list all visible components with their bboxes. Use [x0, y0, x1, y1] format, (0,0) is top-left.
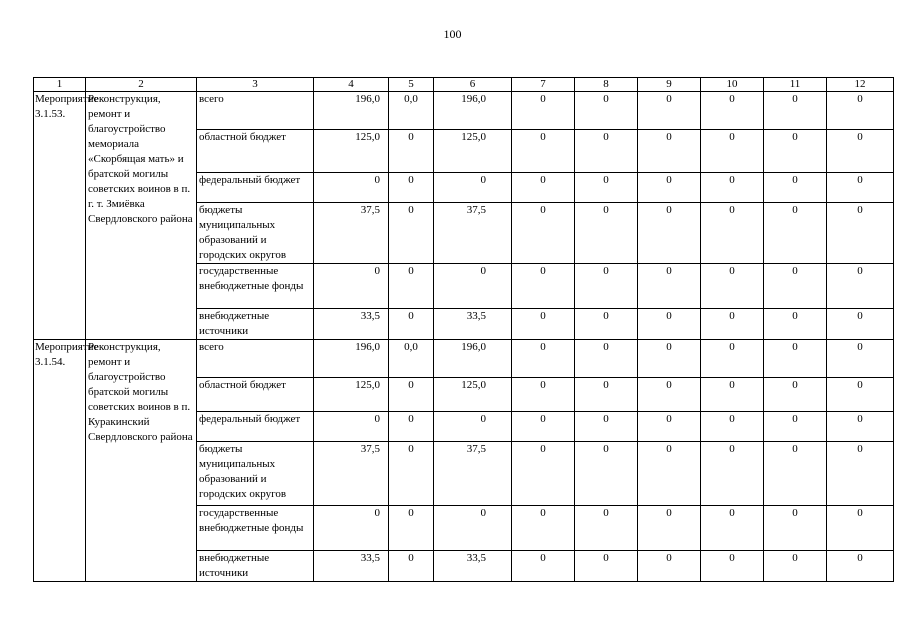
value-cell: 33,5 [314, 309, 389, 340]
value-cell: 0 [512, 378, 575, 412]
value-cell: 0 [827, 551, 894, 582]
value-cell: 0 [638, 203, 701, 264]
measure-id: Мероприятие 3.1.53. [34, 92, 86, 340]
value-cell: 0 [764, 551, 827, 582]
value-cell: 33,5 [434, 309, 512, 340]
value-cell: 0 [575, 130, 638, 173]
value-cell: 0 [638, 378, 701, 412]
value-cell: 0 [827, 92, 894, 130]
value-cell: 0 [638, 442, 701, 506]
table-row [34, 340, 894, 378]
funding-source: федеральный бюджет [197, 173, 314, 203]
value-cell: 0 [389, 412, 434, 442]
value-cell: 196,0 [434, 340, 512, 378]
funding-source: бюджеты муниципальных образований и городских округов [197, 442, 314, 506]
value-cell: 0 [575, 203, 638, 264]
value-cell: 0 [314, 173, 389, 203]
value-cell: 33,5 [434, 551, 512, 582]
value-cell: 0 [389, 203, 434, 264]
funding-source: областной бюджет [197, 130, 314, 173]
value-cell: 37,5 [314, 203, 389, 264]
column-header: 5 [389, 78, 434, 92]
value-cell: 196,0 [314, 340, 389, 378]
value-cell: 0 [389, 551, 434, 582]
measure-name: Реконструкция, ремонт и благоустройство братской могилы советских воинов в п. Куракинский Свердловского района [86, 340, 197, 582]
funding-source: всего [197, 340, 314, 378]
value-cell: 0 [701, 442, 764, 506]
funding-source: внебюджетные источники [197, 309, 314, 340]
value-cell: 0 [512, 412, 575, 442]
value-cell: 33,5 [314, 551, 389, 582]
value-cell: 0 [638, 309, 701, 340]
value-cell: 0 [764, 340, 827, 378]
column-header: 10 [701, 78, 764, 92]
value-cell: 125,0 [314, 130, 389, 173]
column-header: 8 [575, 78, 638, 92]
value-cell: 0 [638, 92, 701, 130]
value-cell: 0 [638, 551, 701, 582]
measure-id: Мероприятие 3.1.54. [34, 340, 86, 582]
value-cell: 0 [434, 173, 512, 203]
value-cell: 0 [512, 506, 575, 551]
column-header: 11 [764, 78, 827, 92]
value-cell: 0 [575, 551, 638, 582]
value-cell: 0 [434, 506, 512, 551]
value-cell: 0 [764, 412, 827, 442]
value-cell: 0 [764, 173, 827, 203]
value-cell: 0 [512, 203, 575, 264]
value-cell: 0,0 [389, 340, 434, 378]
value-cell: 0 [575, 92, 638, 130]
value-cell: 0 [575, 173, 638, 203]
value-cell: 0,0 [389, 92, 434, 130]
value-cell: 0 [701, 412, 764, 442]
value-cell: 0 [434, 412, 512, 442]
value-cell: 125,0 [434, 130, 512, 173]
table-row [34, 92, 894, 130]
value-cell: 0 [575, 340, 638, 378]
value-cell: 0 [764, 203, 827, 264]
column-header: 1 [34, 78, 86, 92]
value-cell: 0 [827, 309, 894, 340]
value-cell: 0 [827, 340, 894, 378]
value-cell: 0 [701, 264, 764, 309]
page-number: 100 [443, 27, 462, 41]
value-cell: 0 [314, 506, 389, 551]
value-cell: 0 [575, 264, 638, 309]
value-cell: 0 [638, 130, 701, 173]
value-cell: 0 [701, 130, 764, 173]
value-cell: 0 [701, 309, 764, 340]
funding-source: бюджеты муниципальных образований и городских округов [197, 203, 314, 264]
funding-source: внебюджетные источники [197, 551, 314, 582]
funding-source: областной бюджет [197, 378, 314, 412]
column-header: 12 [827, 78, 894, 92]
value-cell: 0 [389, 130, 434, 173]
column-header: 7 [512, 78, 575, 92]
value-cell: 0 [638, 173, 701, 203]
measure-name: Реконструкция, ремонт и благоустройство мемориала «Скорбящая мать» и братской могилы советских воинов в п. г. т. Змиёвка Свердловского района [86, 92, 197, 340]
column-header: 2 [86, 78, 197, 92]
value-cell: 0 [764, 264, 827, 309]
value-cell: 0 [701, 378, 764, 412]
value-cell: 0 [764, 378, 827, 412]
value-cell: 0 [827, 130, 894, 173]
value-cell: 0 [575, 412, 638, 442]
value-cell: 0 [314, 412, 389, 442]
value-cell: 0 [575, 506, 638, 551]
value-cell: 0 [389, 173, 434, 203]
value-cell: 0 [701, 92, 764, 130]
value-cell: 0 [638, 340, 701, 378]
value-cell: 0 [512, 130, 575, 173]
budget-table [33, 77, 894, 582]
value-cell: 0 [512, 92, 575, 130]
value-cell: 0 [575, 309, 638, 340]
funding-source: федеральный бюджет [197, 412, 314, 442]
value-cell: 0 [701, 506, 764, 551]
value-cell: 0 [575, 378, 638, 412]
value-cell: 0 [389, 378, 434, 412]
value-cell: 196,0 [314, 92, 389, 130]
value-cell: 0 [827, 203, 894, 264]
value-cell: 0 [827, 506, 894, 551]
column-header: 4 [314, 78, 389, 92]
funding-source: всего [197, 92, 314, 130]
value-cell: 37,5 [434, 203, 512, 264]
value-cell: 0 [701, 340, 764, 378]
column-header: 3 [197, 78, 314, 92]
value-cell: 0 [638, 506, 701, 551]
value-cell: 0 [764, 130, 827, 173]
value-cell: 125,0 [434, 378, 512, 412]
value-cell: 0 [389, 442, 434, 506]
column-header: 6 [434, 78, 512, 92]
value-cell: 0 [701, 173, 764, 203]
value-cell: 37,5 [434, 442, 512, 506]
value-cell: 0 [434, 264, 512, 309]
value-cell: 0 [389, 506, 434, 551]
value-cell: 0 [575, 442, 638, 506]
value-cell: 0 [389, 264, 434, 309]
value-cell: 196,0 [434, 92, 512, 130]
value-cell: 0 [638, 264, 701, 309]
value-cell: 0 [512, 264, 575, 309]
value-cell: 0 [314, 264, 389, 309]
value-cell: 0 [638, 412, 701, 442]
value-cell: 0 [389, 309, 434, 340]
value-cell: 0 [512, 173, 575, 203]
value-cell: 37,5 [314, 442, 389, 506]
value-cell: 0 [827, 412, 894, 442]
value-cell: 0 [827, 378, 894, 412]
value-cell: 0 [827, 442, 894, 506]
value-cell: 0 [764, 309, 827, 340]
funding-source: государственные внебюджетные фонды [197, 264, 314, 309]
value-cell: 0 [827, 173, 894, 203]
value-cell: 0 [512, 551, 575, 582]
column-header: 9 [638, 78, 701, 92]
value-cell: 0 [764, 442, 827, 506]
value-cell: 0 [512, 442, 575, 506]
value-cell: 0 [701, 203, 764, 264]
value-cell: 0 [764, 506, 827, 551]
funding-source: государственные внебюджетные фонды [197, 506, 314, 551]
value-cell: 0 [701, 551, 764, 582]
value-cell: 125,0 [314, 378, 389, 412]
value-cell: 0 [764, 92, 827, 130]
value-cell: 0 [512, 340, 575, 378]
header-row [34, 78, 894, 92]
value-cell: 0 [827, 264, 894, 309]
value-cell: 0 [512, 309, 575, 340]
